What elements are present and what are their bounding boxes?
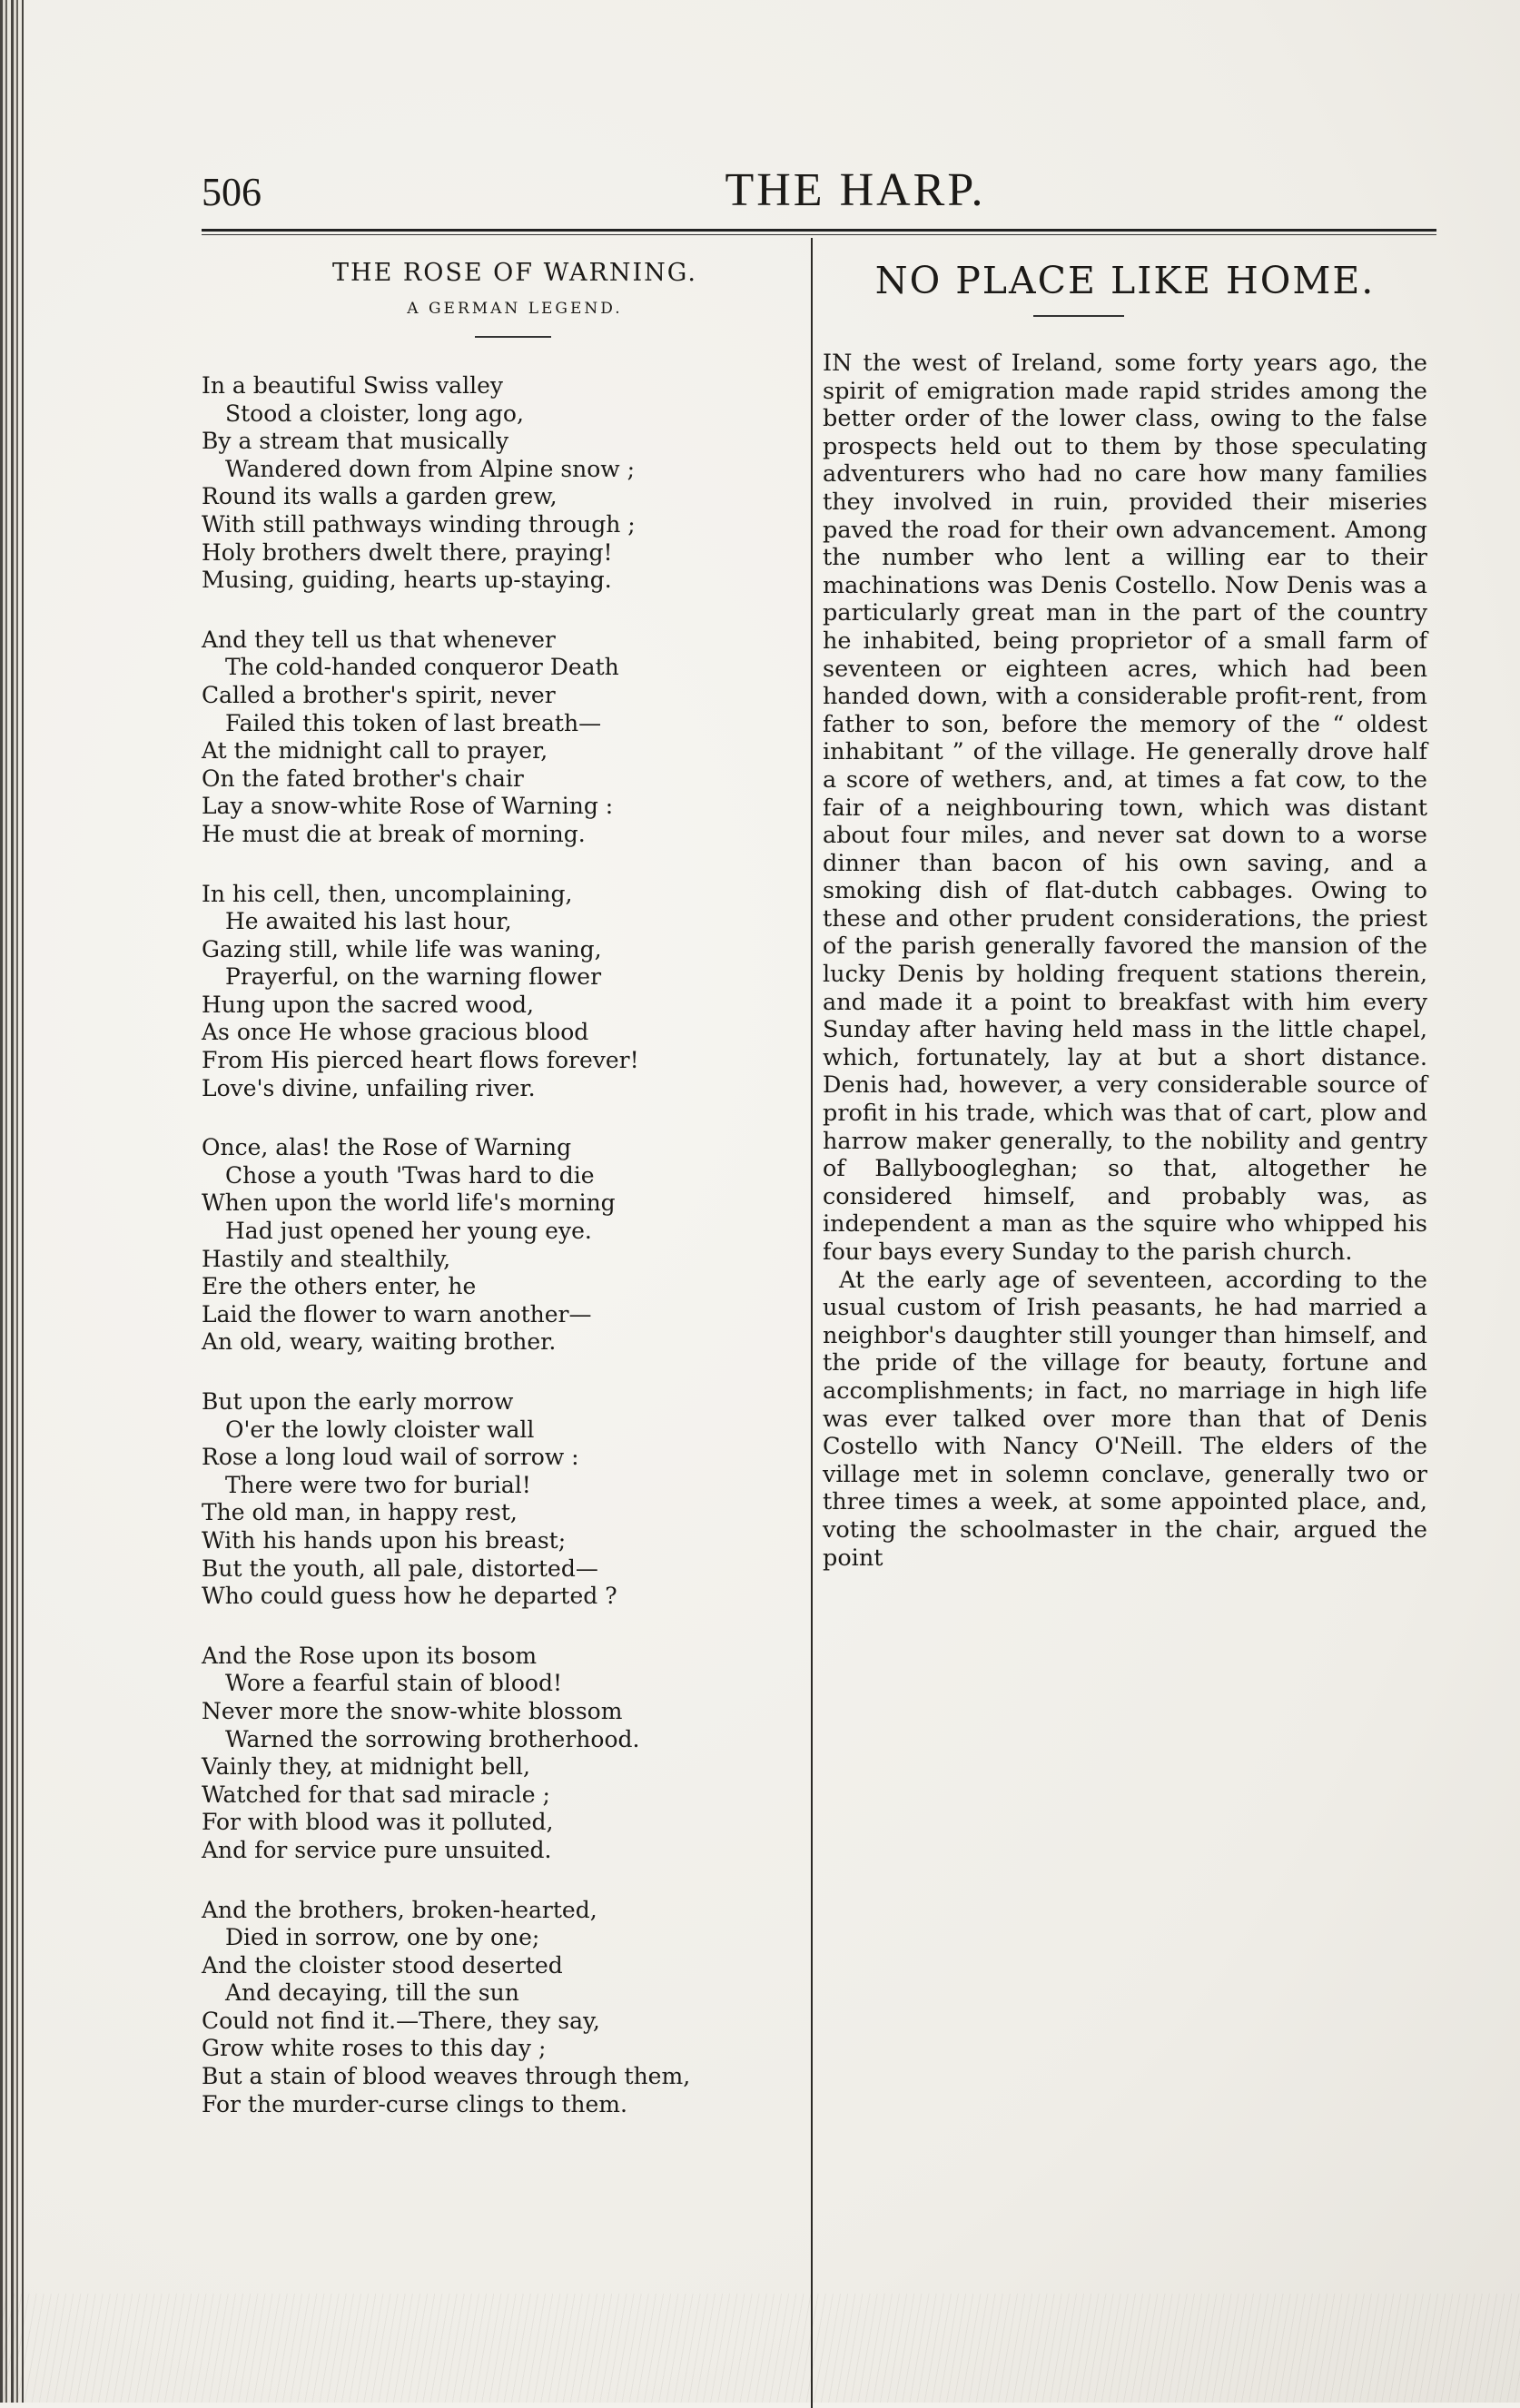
poem-title-rule — [475, 336, 551, 338]
poem-line: Round its walls a garden grew, — [202, 483, 558, 510]
poem-line: Holy brothers dwelt there, praying! — [202, 538, 613, 566]
poem-stanza — [202, 1134, 792, 1357]
poem-line: On the fated brother's chair — [202, 765, 524, 792]
poem-line: Called a brother's spirit, never — [202, 681, 556, 708]
poem-line: He must die at break of morning. — [202, 820, 586, 847]
poem-stanza — [202, 1897, 792, 2119]
poem-line: An old, weary, waiting brother. — [202, 1328, 557, 1356]
poem-line: In his cell, then, uncomplaining, — [202, 880, 573, 907]
poem-line: Musing, guiding, hearts up-staying. — [202, 567, 612, 594]
poem-line: Prayerful, on the warning flower — [225, 963, 602, 991]
poem-line: Who could guess how he departed ? — [202, 1583, 617, 1610]
story-paragraph: At the early age of seventeen, according to the usual custom of Irish peasants, he had married a neighbor's daughter still younger than himself, and the pride of the village for beauty, fortune and accomplishments; in fact, no marriage in high life was ever talked over more than that of Denis Costello with Nancy O'Neill. The elders of the village met in solemn conclave, generally two or three times a week, at some appointed place, and, voting the schoolmaster in the chair, argued the point — [823, 1266, 1427, 1572]
poem-line: Once, alas! the Rose of Warning — [202, 1134, 572, 1161]
poem-line: Had just opened her young eye. — [225, 1218, 592, 1245]
poem-line: And they tell us that whenever — [202, 626, 556, 653]
story-title-rule — [1033, 315, 1124, 317]
poem-line: And the brothers, broken-hearted, — [202, 1896, 597, 1923]
poem-line: Warned the sorrowing brotherhood. — [225, 1725, 640, 1752]
story-column — [823, 259, 1427, 1572]
paper-texture — [0, 2294, 1520, 2403]
poem-stanza — [202, 627, 792, 849]
poem-line: Grow white roses to this day ; — [202, 2035, 547, 2062]
poem-line: By a stream that musically — [202, 428, 509, 455]
poem-line: But a stain of blood weaves through them, — [202, 2063, 691, 2090]
poem-line: Love's divine, unfailing river. — [202, 1074, 536, 1101]
poem-line: O'er the lowly cloister wall — [225, 1416, 535, 1443]
poem-line: At the midnight call to prayer, — [202, 737, 548, 765]
poem-line: As once He whose gracious blood — [202, 1019, 589, 1046]
poem-stanza — [202, 1643, 792, 1865]
poem-line: But upon the early morrow — [202, 1388, 514, 1415]
poem-subtitle: A GERMAN LEGEND. — [407, 300, 623, 318]
poem-stanza — [202, 881, 792, 1103]
poem-stanza — [202, 372, 792, 595]
poem-line: Lay a snow-white Rose of Warning : — [202, 793, 614, 820]
poem-title: THE ROSE OF WARNING. — [332, 259, 697, 287]
poem-line: Hung upon the sacred wood, — [202, 991, 534, 1018]
poem-line: And the cloister stood deserted — [202, 1951, 563, 1979]
page-header — [202, 163, 1436, 227]
poem-line: For with blood was it polluted, — [202, 1809, 554, 1836]
poem-line: Could not find it.—There, they say, — [202, 2007, 600, 2034]
story-paragraph: IN the west of Ireland, some forty years ago, the spirit of emigration made rapid strides among the better order of the lower class, owing to the false prospects held out to them by those speculating adventurers who had no care how many families they involved in ruin, provided their miseries paved the road for their own advancement. Among the number who lent a willing ear to their machinations was Denis Costello. Now Denis was a particularly great man in the part of the country he inhabited, being proprietor of a small farm of seventeen or eighteen acres, which had been handed down, with a considerable profit-rent, from father to son, before the memory of the “ oldest inhabitant ” of the village. He generally drove half a score of wethers, and, at times a fat cow, to the fair of a neighbouring town, which was distant about four miles, and never sat down to a worse dinner than bacon of his own saving, and a smoking dish of flat-dutch cabbages. Owing to these and other prudent considerations, the priest of the parish generally favored the mansion of the lucky Denis by holding frequent stations therein, and made it a point to breakfast with him every Sunday after having held mass in the little chapel, which, fortunately, lay at but a short distance. Denis had, however, a very considerable source of profit in his trade, which was that of cart, plow and harrow maker generally, to the nobility and gentry of Ballyboogleghan; so that, altogether he considered himself, and probably was, as independent a man as the squire who whipped his four bays every Sunday to the parish church. — [823, 350, 1427, 1266]
poem-column — [202, 259, 792, 2150]
page-number: 506 — [202, 170, 262, 214]
poem-line: Laid the flower to warn another— — [202, 1300, 592, 1327]
poem-body — [202, 372, 792, 2118]
poem-line: There were two for burial! — [225, 1471, 531, 1498]
story-title: NO PLACE LIKE HOME. — [874, 259, 1376, 302]
poem-line: Failed this token of last breath— — [225, 709, 602, 736]
poem-line: Wandered down from Alpine snow ; — [225, 455, 636, 482]
poem-line: The old man, in happy rest, — [202, 1499, 518, 1526]
poem-line: And the Rose upon its bosom — [202, 1642, 538, 1669]
poem-stanza — [202, 1388, 792, 1611]
poem-line: Gazing still, while life was waning, — [202, 935, 602, 962]
poem-line: When upon the world life's morning — [202, 1189, 616, 1217]
poem-line: Hastily and stealthily, — [202, 1245, 451, 1272]
poem-line: Rose a long loud wail of sorrow : — [202, 1444, 579, 1471]
poem-line: And decaying, till the sun — [225, 1979, 519, 2007]
poem-line: From His pierced heart flows forever! — [202, 1047, 639, 1074]
poem-line: But the youth, all pale, distorted— — [202, 1554, 598, 1582]
poem-line: Stood a cloister, long ago, — [225, 400, 524, 427]
column-divider — [811, 238, 813, 2408]
poem-line: In a beautiful Swiss valley — [202, 372, 503, 399]
running-title: THE HARP. — [725, 164, 986, 216]
poem-line: For the murder-curse clings to them. — [202, 2090, 627, 2117]
poem-line: Never more the snow-white blossom — [202, 1697, 623, 1724]
poem-line: Wore a fearful stain of blood! — [225, 1670, 563, 1697]
poem-line: With still pathways winding through ; — [202, 510, 636, 538]
poem-line: Vainly they, at midnight bell, — [202, 1753, 530, 1781]
poem-line: Died in sorrow, one by one; — [225, 1924, 540, 1951]
poem-line: Watched for that sad miracle ; — [202, 1781, 550, 1808]
header-rule — [202, 229, 1436, 235]
poem-line: Ere the others enter, he — [202, 1273, 477, 1300]
poem-line: He awaited his last hour, — [225, 908, 512, 935]
poem-line: The cold-handed conqueror Death — [225, 654, 619, 681]
poem-line: With his hands upon his breast; — [202, 1526, 567, 1554]
poem-line: Chose a youth 'Twas hard to die — [225, 1161, 595, 1189]
poem-line: And for service pure unsuited. — [202, 1836, 552, 1863]
binding-edge — [0, 0, 24, 2403]
